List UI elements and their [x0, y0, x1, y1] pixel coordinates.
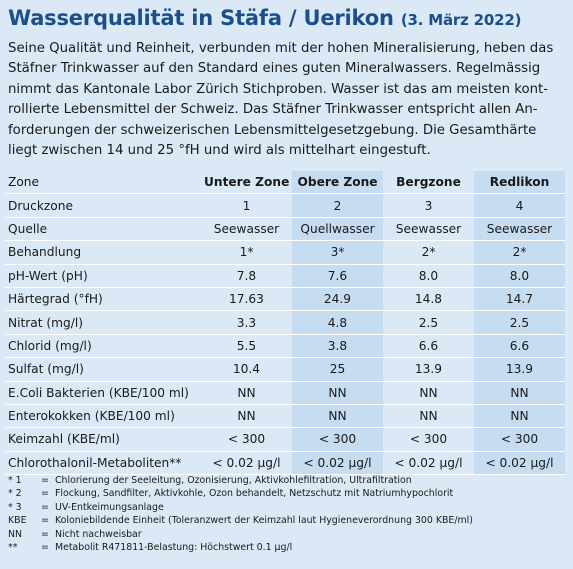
- table-row: [5, 194, 565, 217]
- title-date: (3. März 2022): [400, 11, 522, 29]
- table-cell: 2*: [383, 241, 474, 264]
- footnote-separator: =: [41, 542, 49, 554]
- footnote-item: [8, 487, 473, 500]
- table-cell: < 0.02 µg/l: [383, 451, 474, 474]
- table-cell: 8.0: [383, 264, 474, 287]
- table-cell: 6.6: [383, 334, 474, 357]
- footnote-item: [8, 501, 473, 514]
- footnote-item: [8, 528, 473, 541]
- footnote-key: **: [8, 542, 18, 554]
- table-row: [5, 428, 565, 451]
- table-row: [5, 404, 565, 427]
- row-label: Druckzone: [5, 194, 201, 217]
- footnote-text: Koloniebildende Einheit (Toleranzwert der Keimzahl laut Hygieneverordnung 300 KBE/ml): [55, 515, 473, 527]
- table-cell: 3.8: [292, 334, 383, 357]
- table-cell: 1*: [201, 241, 292, 264]
- row-label: Enterokokken (KBE/100 ml): [5, 404, 201, 427]
- intro-line: liegt zwischen 14 und 25 °fH und wird als mittelhart eingestuft.: [8, 143, 431, 159]
- water-quality-table: [5, 171, 565, 475]
- intro-line: rollierte Lebensmittel der Schweiz. Das Stäfner Trinkwasser entspricht allen An-: [8, 102, 538, 118]
- table-row: [5, 287, 565, 310]
- footnote-separator: =: [41, 475, 49, 486]
- footnote-key: * 3: [8, 501, 22, 513]
- table-cell: 17.63: [201, 287, 292, 310]
- table-row: [5, 241, 565, 264]
- footnote-key: NN: [8, 528, 23, 540]
- intro-line: nimmt das Kantonale Labor Zürich Stichproben. Wasser ist das am meisten kont-: [8, 81, 549, 97]
- table-cell: 3.3: [201, 311, 292, 334]
- intro-paragraph: [8, 39, 564, 161]
- table-cell: < 300: [474, 428, 565, 451]
- table-cell: 10.4: [201, 358, 292, 381]
- row-label: Quelle: [5, 217, 201, 240]
- row-label: Chlorid (mg/l): [5, 334, 201, 357]
- table-cell: < 0.02 µg/l: [474, 451, 565, 474]
- table-cell: NN: [292, 404, 383, 427]
- footnote-text: UV-Entkeimungsanlage: [55, 501, 164, 513]
- footnote-item: [8, 541, 473, 554]
- row-label: E.Coli Bakterien (KBE/100 ml): [5, 381, 201, 404]
- footnote-key: * 1: [8, 475, 22, 486]
- row-label: Chlorothalonil-Metaboliten**: [5, 451, 201, 474]
- table-cell: 24.9: [292, 287, 383, 310]
- table-cell: Seewasser: [201, 217, 292, 240]
- table-cell: NN: [201, 381, 292, 404]
- table-cell: 2.5: [474, 311, 565, 334]
- footnote-item: [8, 474, 473, 487]
- row-label: pH-Wert (pH): [5, 264, 201, 287]
- footnote-key: * 2: [8, 488, 22, 500]
- table-cell: NN: [383, 381, 474, 404]
- table-cell: < 300: [292, 428, 383, 451]
- table-cell: < 300: [383, 428, 474, 451]
- table-cell: NN: [292, 381, 383, 404]
- column-header: Obere Zone: [292, 171, 383, 194]
- row-label: Nitrat (mg/l): [5, 311, 201, 334]
- table-cell: 3: [383, 194, 474, 217]
- table-cell: 1: [201, 194, 292, 217]
- footnote-separator: =: [41, 528, 49, 540]
- table-cell: 2*: [474, 241, 565, 264]
- footnote-text: Flockung, Sandfilter, Aktivkohle, Ozon behandelt, Netzschutz mit Natriumhypochlorit: [55, 488, 454, 500]
- table-cell: 2.5: [383, 311, 474, 334]
- table-cell: NN: [474, 404, 565, 427]
- table-row: [5, 217, 565, 240]
- table-cell: 2: [292, 194, 383, 217]
- table-row: [5, 358, 565, 381]
- intro-line: Stäfner Trinkwasser auf den Standard eines guten Mineralwassers. Regelmässig: [8, 61, 541, 77]
- table-header-row: [5, 171, 565, 194]
- footnote-separator: =: [41, 488, 49, 500]
- column-header: Redlikon: [474, 171, 565, 194]
- table-cell: 25: [292, 358, 383, 381]
- row-label: Sulfat (mg/l): [5, 358, 201, 381]
- footnote-separator: =: [41, 501, 49, 513]
- table-cell: 5.5: [201, 334, 292, 357]
- table-cell: 3*: [292, 241, 383, 264]
- table-cell: NN: [474, 381, 565, 404]
- table-cell: 4: [474, 194, 565, 217]
- table-cell: 7.6: [292, 264, 383, 287]
- table-cell: 8.0: [474, 264, 565, 287]
- row-label: Keimzahl (KBE/ml): [5, 428, 201, 451]
- footnote-text: Metabolit R471811-Belastung: Höchstwert 0.1 µg/l: [55, 542, 293, 554]
- footnote-item: [8, 514, 473, 527]
- table-cell: NN: [201, 404, 292, 427]
- table-cell: Quellwasser: [292, 217, 383, 240]
- table-row: [5, 311, 565, 334]
- table-cell: Seewasser: [383, 217, 474, 240]
- footnote-text: Nicht nachweisbar: [55, 528, 142, 540]
- title-main: Wasserqualität in Stäfa / Uerikon: [8, 6, 394, 30]
- table-row: [5, 264, 565, 287]
- column-header: Zone: [5, 171, 201, 194]
- table-cell: 13.9: [474, 358, 565, 381]
- intro-line: Seine Qualität und Reinheit, verbunden mit der hohen Mineralisierung, heben das: [8, 41, 554, 56]
- footnote-key: KBE: [8, 515, 27, 527]
- table-cell: < 0.02 µg/l: [292, 451, 383, 474]
- footnotes: [8, 474, 473, 554]
- table-cell: NN: [383, 404, 474, 427]
- intro-line: forderungen der schweizerischen Lebensmittelgesetzgebung. Die Gesamthärte: [8, 122, 537, 138]
- table-cell: 7.8: [201, 264, 292, 287]
- table-cell: < 300: [201, 428, 292, 451]
- table-cell: 6.6: [474, 334, 565, 357]
- row-label: Behandlung: [5, 241, 201, 264]
- footnote-separator: =: [41, 515, 49, 527]
- table-row: [5, 381, 565, 404]
- page-title: [8, 6, 521, 30]
- table-cell: < 0.02 µg/l: [201, 451, 292, 474]
- column-header: Bergzone: [383, 171, 474, 194]
- table-cell: 4.8: [292, 311, 383, 334]
- table-cell: 14.7: [474, 287, 565, 310]
- table-row: [5, 451, 565, 474]
- table-cell: Seewasser: [474, 217, 565, 240]
- table-cell: 13.9: [383, 358, 474, 381]
- row-label: Härtegrad (°fH): [5, 287, 201, 310]
- footnote-text: Chlorierung der Seeleitung, Ozonisierung, Aktivkohlefiltration, Ultrafiltration: [55, 475, 412, 486]
- column-header: Untere Zone: [201, 171, 292, 194]
- table-row: [5, 334, 565, 357]
- table-cell: 14.8: [383, 287, 474, 310]
